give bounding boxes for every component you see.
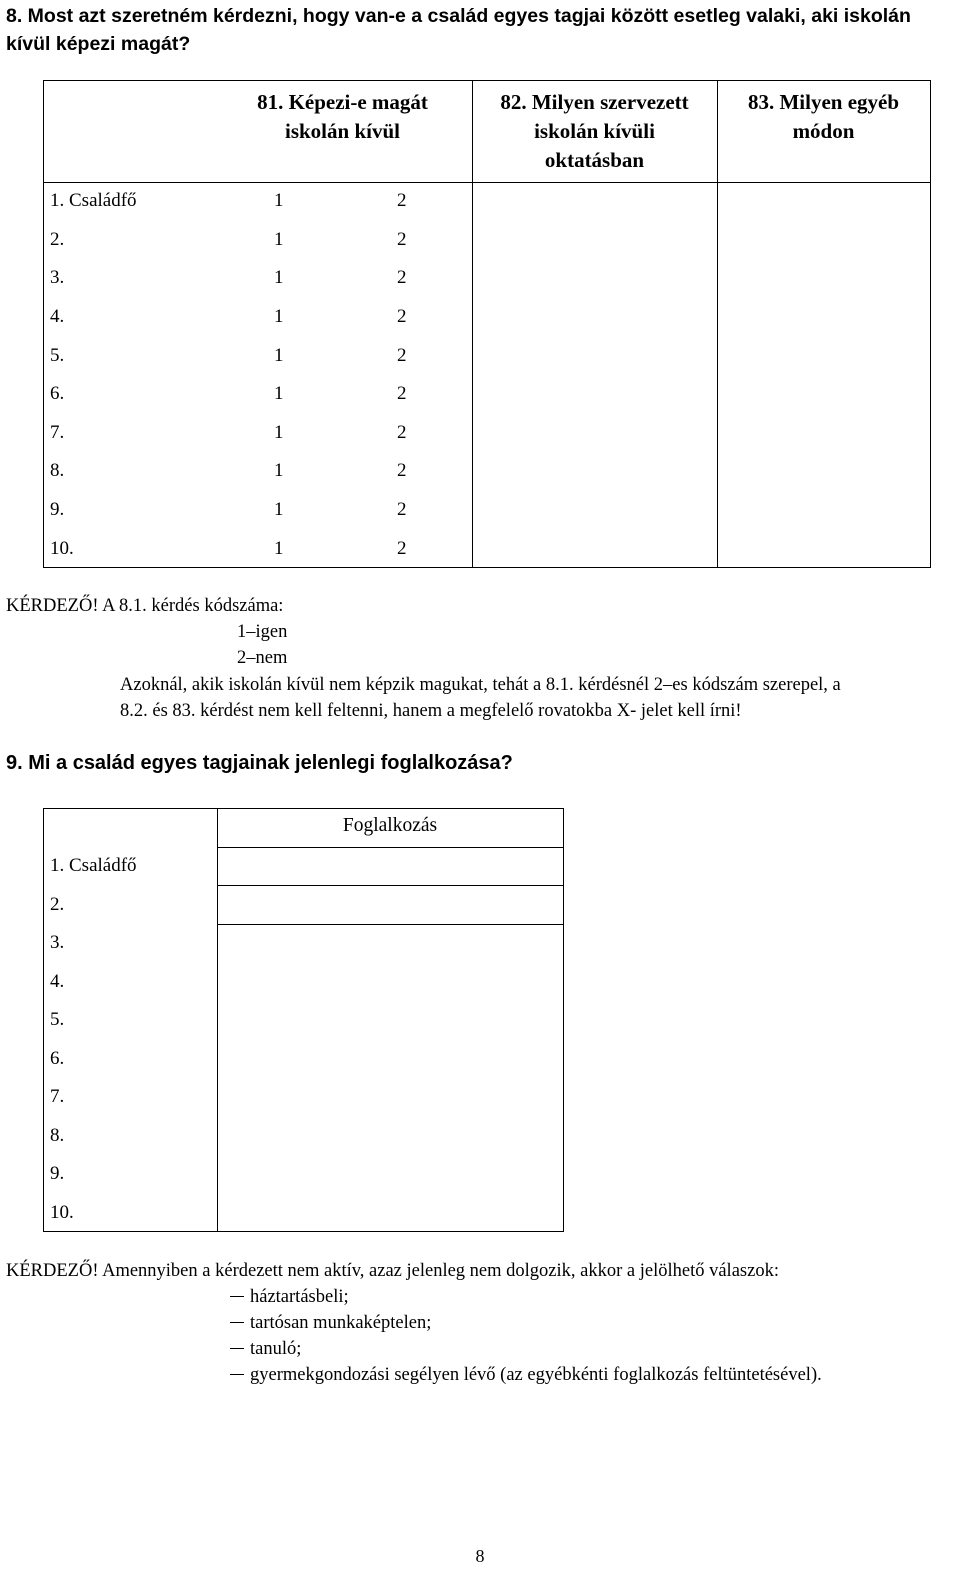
- code-igen[interactable]: 1: [274, 499, 284, 520]
- list-item-text: háztartásbeli;: [250, 1287, 349, 1307]
- header-83: [717, 88, 930, 146]
- list-item: [230, 1362, 822, 1388]
- code-nem[interactable]: 2: [397, 383, 407, 404]
- header-82-line-1: 82. Milyen szervezett: [500, 90, 689, 114]
- page-number: 8: [475, 1546, 485, 1566]
- dash-bullet: [230, 1374, 244, 1375]
- row-label: 4.: [50, 971, 65, 992]
- code-nem[interactable]: 2: [397, 306, 407, 327]
- table-q8-header-divider: [43, 182, 930, 183]
- code-nem[interactable]: 2: [397, 499, 407, 520]
- header-82-line-2: iskolán kívüli: [534, 119, 655, 143]
- table-q9-left-border: [43, 808, 44, 1232]
- table-q8-left-border: [43, 80, 44, 568]
- answer-line: [217, 924, 563, 925]
- list-item: [230, 1284, 349, 1310]
- list-item: [230, 1336, 301, 1362]
- code-igen[interactable]: 1: [274, 422, 284, 443]
- row-label: 1. Családfő: [50, 855, 137, 876]
- question-9-title: 9. Mi a család egyes tagjainak jelenlegi foglalkozása?: [6, 752, 513, 774]
- table-q9-bottom-border: [43, 1231, 563, 1232]
- dash-bullet: [230, 1348, 244, 1349]
- table-q9-right-border: [563, 808, 564, 1232]
- code-nem[interactable]: 2: [397, 267, 407, 288]
- question-8-title: 8. Most azt szeretném kérdezni, hogy van-e a család egyes tagjai között esetleg valaki, aki iskolán kívül képezi magát?: [6, 5, 911, 55]
- row-label: 8.: [50, 460, 65, 481]
- row-label: 8.: [50, 1125, 65, 1146]
- code-igen[interactable]: 1: [274, 190, 284, 211]
- header-83-line-2: módon: [792, 119, 855, 143]
- answer-line: [217, 885, 563, 886]
- code-igen[interactable]: 1: [274, 383, 284, 404]
- table-q9-divider: [217, 808, 218, 1232]
- row-label: 7.: [50, 422, 65, 443]
- row-label: 9.: [50, 499, 65, 520]
- dash-bullet: [230, 1322, 244, 1323]
- interviewer-note-q9: KÉRDEZŐ! Amennyiben a kérdezett nem aktív, azaz jelenleg nem dolgozik, akkor a jelölhető válaszok:: [6, 1261, 779, 1281]
- code-nem[interactable]: 2: [397, 422, 407, 443]
- code-igen[interactable]: 1: [274, 306, 284, 327]
- row-label: 5.: [50, 345, 65, 366]
- row-label: 2.: [50, 229, 65, 250]
- code-nem[interactable]: 2: [397, 460, 407, 481]
- row-label: 2.: [50, 894, 65, 915]
- row-label: 10.: [50, 538, 74, 559]
- code-nem[interactable]: 2: [397, 229, 407, 250]
- note-instruction-line-2: 8.2. és 83. kérdést nem kell feltenni, hanem a megfelelő rovatokba X- jelet kell írni!: [120, 701, 742, 721]
- row-label: 7.: [50, 1086, 65, 1107]
- row-label: 1. Családfő: [50, 190, 137, 211]
- row-label: 4.: [50, 306, 65, 327]
- table-q9-top-border: [43, 808, 563, 809]
- table-q8-right-border: [930, 80, 931, 568]
- code-nem[interactable]: 2: [397, 538, 407, 559]
- header-foglalkozas: Foglalkozás: [342, 815, 438, 836]
- code-nem[interactable]: 2: [397, 345, 407, 366]
- code-igen[interactable]: 1: [274, 229, 284, 250]
- list-item-text: tartósan munkaképtelen;: [250, 1313, 432, 1333]
- list-item-text: gyermekgondozási segélyen lévő (az egyébkénti foglalkozás feltüntetésével).: [250, 1365, 822, 1385]
- list-item-text: tanuló;: [250, 1339, 302, 1359]
- row-label: 6.: [50, 383, 65, 404]
- header-81-line-2: iskolán kívül: [285, 119, 400, 143]
- header-81-line-1: 81. Képezi-e magát: [257, 90, 428, 114]
- row-label: 3.: [50, 267, 65, 288]
- header-82-line-3: oktatásban: [544, 148, 645, 172]
- row-label: 5.: [50, 1009, 65, 1030]
- table-q8-divider-2: [717, 80, 718, 568]
- table-q8-bottom-border: [43, 567, 930, 568]
- note-instruction-line-1: Azoknál, akik iskolán kívül nem képzik magukat, tehát a 8.1. kérdésnél 2–es kódszám szerepel, a: [120, 675, 841, 695]
- table-q8-top-border: [43, 80, 930, 81]
- code-igen[interactable]: 1: [274, 345, 284, 366]
- row-label: 9.: [50, 1163, 65, 1184]
- row-label: 6.: [50, 1048, 65, 1069]
- code-2-nem: 2–nem: [237, 648, 288, 668]
- header-82: [472, 88, 717, 175]
- list-item: [230, 1310, 431, 1336]
- row-label: 3.: [50, 932, 65, 953]
- code-igen[interactable]: 1: [274, 460, 284, 481]
- dash-bullet: [230, 1296, 244, 1297]
- code-nem[interactable]: 2: [397, 190, 407, 211]
- code-igen[interactable]: 1: [274, 538, 284, 559]
- code-igen[interactable]: 1: [274, 267, 284, 288]
- code-1-igen: 1–igen: [237, 622, 288, 642]
- header-83-line-1: 83. Milyen egyéb: [747, 90, 900, 114]
- row-label: 10.: [50, 1202, 74, 1223]
- answer-line: [217, 847, 563, 848]
- header-81: [215, 88, 470, 146]
- interviewer-note-q8: KÉRDEZŐ! A 8.1. kérdés kódszáma:: [6, 596, 284, 616]
